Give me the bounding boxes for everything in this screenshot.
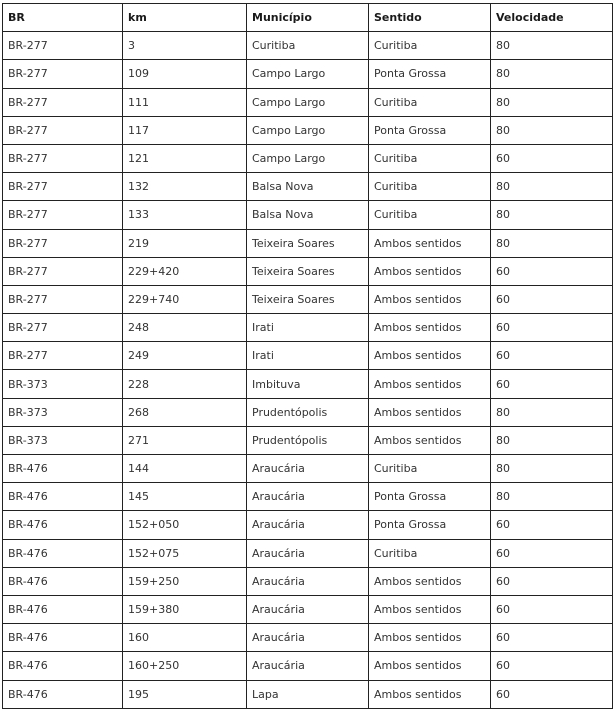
cell-br: BR-476: [3, 455, 123, 483]
cell-municipio: Araucária: [247, 483, 369, 511]
table-row: [3, 342, 613, 370]
cell-br: BR-277: [3, 201, 123, 229]
cell-br: BR-373: [3, 398, 123, 426]
cell-km: 145: [123, 483, 247, 511]
cell-br: BR-277: [3, 60, 123, 88]
cell-velocidade: 80: [491, 483, 613, 511]
cell-sentido: Curitiba: [369, 88, 491, 116]
table-row: [3, 595, 613, 623]
cell-velocidade: 80: [491, 455, 613, 483]
cell-br: BR-476: [3, 483, 123, 511]
table-row: [3, 229, 613, 257]
table-row: [3, 144, 613, 172]
cell-sentido: Ambos sentidos: [369, 257, 491, 285]
cell-velocidade: 60: [491, 342, 613, 370]
cell-br: BR-476: [3, 511, 123, 539]
cell-sentido: Curitiba: [369, 539, 491, 567]
cell-velocidade: 60: [491, 285, 613, 313]
cell-municipio: Teixeira Soares: [247, 257, 369, 285]
header-sentido: Sentido: [369, 4, 491, 32]
cell-sentido: Ambos sentidos: [369, 624, 491, 652]
table-row: [3, 483, 613, 511]
table-row: [3, 567, 613, 595]
table-body: [3, 32, 613, 709]
cell-velocidade: 80: [491, 426, 613, 454]
cell-km: 121: [123, 144, 247, 172]
cell-velocidade: 80: [491, 173, 613, 201]
header-br: BR: [3, 4, 123, 32]
header-velocidade: Velocidade: [491, 4, 613, 32]
table-row: [3, 539, 613, 567]
cell-km: 228: [123, 370, 247, 398]
cell-km: 249: [123, 342, 247, 370]
cell-br: BR-277: [3, 144, 123, 172]
cell-sentido: Ponta Grossa: [369, 116, 491, 144]
table-row: [3, 32, 613, 60]
cell-sentido: Ambos sentidos: [369, 285, 491, 313]
cell-km: 229+740: [123, 285, 247, 313]
table-row: [3, 426, 613, 454]
cell-km: 248: [123, 314, 247, 342]
cell-sentido: Ambos sentidos: [369, 426, 491, 454]
cell-br: BR-277: [3, 285, 123, 313]
cell-km: 117: [123, 116, 247, 144]
table-row: [3, 370, 613, 398]
cell-velocidade: 60: [491, 144, 613, 172]
cell-sentido: Ambos sentidos: [369, 567, 491, 595]
cell-sentido: Ponta Grossa: [369, 483, 491, 511]
cell-km: 229+420: [123, 257, 247, 285]
cell-br: BR-277: [3, 314, 123, 342]
cell-municipio: Araucária: [247, 595, 369, 623]
cell-municipio: Prudentópolis: [247, 426, 369, 454]
cell-km: 132: [123, 173, 247, 201]
cell-velocidade: 60: [491, 595, 613, 623]
cell-municipio: Teixeira Soares: [247, 229, 369, 257]
cell-municipio: Balsa Nova: [247, 173, 369, 201]
table-row: [3, 455, 613, 483]
cell-km: 219: [123, 229, 247, 257]
cell-br: BR-373: [3, 370, 123, 398]
table-row: [3, 624, 613, 652]
cell-km: 144: [123, 455, 247, 483]
cell-km: 3: [123, 32, 247, 60]
cell-municipio: Campo Largo: [247, 116, 369, 144]
cell-sentido: Curitiba: [369, 144, 491, 172]
cell-municipio: Teixeira Soares: [247, 285, 369, 313]
cell-br: BR-277: [3, 229, 123, 257]
table-row: [3, 257, 613, 285]
cell-km: 160+250: [123, 652, 247, 680]
cell-velocidade: 60: [491, 680, 613, 708]
cell-sentido: Ambos sentidos: [369, 398, 491, 426]
table-row: [3, 88, 613, 116]
cell-km: 152+075: [123, 539, 247, 567]
header-km: km: [123, 4, 247, 32]
cell-municipio: Campo Largo: [247, 60, 369, 88]
cell-km: 195: [123, 680, 247, 708]
cell-velocidade: 80: [491, 60, 613, 88]
cell-km: 160: [123, 624, 247, 652]
cell-km: 159+250: [123, 567, 247, 595]
cell-km: 159+380: [123, 595, 247, 623]
table-row: [3, 511, 613, 539]
cell-velocidade: 60: [491, 539, 613, 567]
cell-km: 268: [123, 398, 247, 426]
cell-br: BR-277: [3, 116, 123, 144]
cell-municipio: Araucária: [247, 511, 369, 539]
cell-municipio: Campo Largo: [247, 88, 369, 116]
table-row: [3, 201, 613, 229]
cell-km: 109: [123, 60, 247, 88]
cell-municipio: Araucária: [247, 539, 369, 567]
cell-municipio: Araucária: [247, 567, 369, 595]
cell-municipio: Lapa: [247, 680, 369, 708]
cell-velocidade: 60: [491, 567, 613, 595]
cell-sentido: Ambos sentidos: [369, 680, 491, 708]
table-header-row: [3, 4, 613, 32]
cell-km: 152+050: [123, 511, 247, 539]
cell-br: BR-373: [3, 426, 123, 454]
table-row: [3, 173, 613, 201]
cell-municipio: Araucária: [247, 652, 369, 680]
cell-velocidade: 60: [491, 370, 613, 398]
table-row: [3, 680, 613, 708]
cell-velocidade: 60: [491, 624, 613, 652]
cell-municipio: Irati: [247, 314, 369, 342]
cell-velocidade: 60: [491, 314, 613, 342]
cell-velocidade: 80: [491, 116, 613, 144]
cell-sentido: Curitiba: [369, 173, 491, 201]
cell-sentido: Ambos sentidos: [369, 595, 491, 623]
table-row: [3, 116, 613, 144]
cell-municipio: Araucária: [247, 624, 369, 652]
cell-br: BR-476: [3, 539, 123, 567]
cell-municipio: Araucária: [247, 455, 369, 483]
cell-km: 271: [123, 426, 247, 454]
cell-br: BR-476: [3, 567, 123, 595]
cell-sentido: Ambos sentidos: [369, 652, 491, 680]
cell-br: BR-277: [3, 342, 123, 370]
cell-velocidade: 80: [491, 201, 613, 229]
cell-sentido: Ponta Grossa: [369, 511, 491, 539]
cell-sentido: Curitiba: [369, 32, 491, 60]
cell-municipio: Prudentópolis: [247, 398, 369, 426]
speed-camera-table: [2, 3, 613, 709]
table-row: [3, 652, 613, 680]
cell-sentido: Ambos sentidos: [369, 314, 491, 342]
cell-velocidade: 80: [491, 32, 613, 60]
cell-br: BR-277: [3, 173, 123, 201]
table-row: [3, 60, 613, 88]
cell-velocidade: 60: [491, 652, 613, 680]
cell-sentido: Ambos sentidos: [369, 229, 491, 257]
cell-sentido: Ambos sentidos: [369, 370, 491, 398]
cell-km: 111: [123, 88, 247, 116]
cell-velocidade: 80: [491, 229, 613, 257]
cell-sentido: Ponta Grossa: [369, 60, 491, 88]
cell-sentido: Curitiba: [369, 201, 491, 229]
cell-sentido: Curitiba: [369, 455, 491, 483]
cell-br: BR-476: [3, 624, 123, 652]
cell-municipio: Imbituva: [247, 370, 369, 398]
cell-velocidade: 60: [491, 257, 613, 285]
cell-br: BR-476: [3, 652, 123, 680]
cell-velocidade: 80: [491, 398, 613, 426]
cell-br: BR-476: [3, 595, 123, 623]
cell-municipio: Balsa Nova: [247, 201, 369, 229]
table-row: [3, 285, 613, 313]
cell-km: 133: [123, 201, 247, 229]
cell-br: BR-476: [3, 680, 123, 708]
table-row: [3, 398, 613, 426]
cell-br: BR-277: [3, 32, 123, 60]
header-municipio: Município: [247, 4, 369, 32]
cell-sentido: Ambos sentidos: [369, 342, 491, 370]
cell-municipio: Curitiba: [247, 32, 369, 60]
cell-velocidade: 80: [491, 88, 613, 116]
cell-velocidade: 60: [491, 511, 613, 539]
cell-br: BR-277: [3, 88, 123, 116]
cell-br: BR-277: [3, 257, 123, 285]
cell-municipio: Campo Largo: [247, 144, 369, 172]
cell-municipio: Irati: [247, 342, 369, 370]
table-row: [3, 314, 613, 342]
